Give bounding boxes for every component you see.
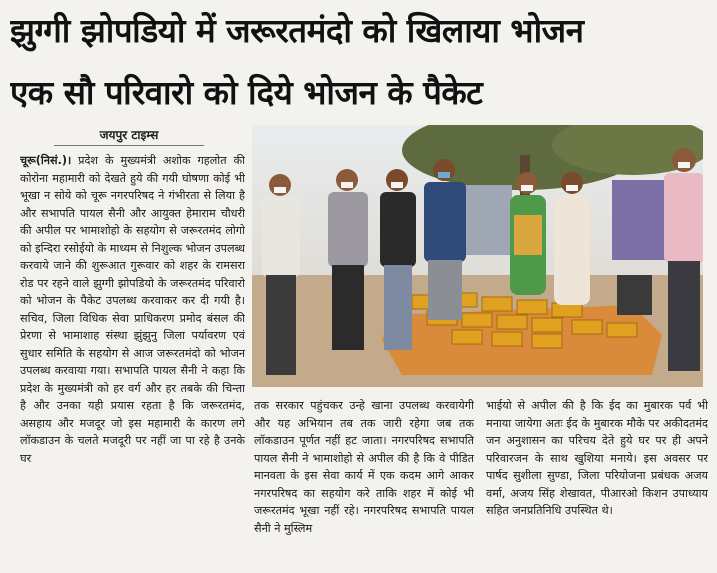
dateline: चूरू(निसं.)। <box>20 154 72 167</box>
article-column-3: भाईयो से अपील की है कि ईद का मुबारक पर्व भी मनाया जायेगा अतः ईद के मुबारक मौके पर अकीदतमंद जन अनुशासन का परिचय देते हुये घर पर ही अपने परिवारजन के साथ खुशिया मनाये। इस अवसर पर पार्षद सुशीला सुण्डा, जिला परियोजना प्रबंधक अजय वर्मा, अजय सिंह शेखावत, पीआरओ किशन उपाध्याय सहित जनप्रतिनिधि उपस्थित थे। <box>486 399 708 517</box>
headline-line-1: झुग्गी झोपडियो में जरूरतमंदो को खिलाया भोजन <box>10 11 584 50</box>
food-distribution-photo <box>252 125 703 387</box>
column-1-text: प्रदेश के मुख्यमंत्री अशोक गहलोत की कोरोना महामारी को देखते हुये की गयी घोषणा कोई भी भूखा न सोये को चूरू नगरपरिषद ने गंभीरता से लिया है और सभापति पायल सैनी और आयुक्त हेमाराम चौधरी की अपील पर भामाशोहो के सहयोग से जरूरतमंद लोगो को इन्दिरा रसोईयो के माध्यम से निशुल्क भोजन उपलब्ध करवाये जाने की शुरूआत गुरूवार को शहर के रामसरा रोड पर रहने वाले झुग्गी झोपडियो के जरूरतमंद परिवारो को भोजन के पैकेट उपलब्ध करवाकर कर दी गयी है। सचिव, जिला विधिक सेवा प्राधिकरण प्रमोद बंसल की प्रेरणा से भामाशाह संस्था झुंझुनु जिला पर्यावरण एवं सुधार समिति के सहयोग से आज जरूरतमंदो को भोजन उपलब्ध करवाया गया। सभापति पायल सैनी ने कहा कि प्रदेश के मुख्यमंत्री को हर वर्ग और हर तबके की चिन्ता है और उनका यही प्रयास रहता है कि जरूरतमंद, असहाय और मजदूर जो इस महामारी के कारण लगे लॉकडाउन के चलते मजदूरी पर नहीं जा पा रहे है उनके घर <box>20 154 245 465</box>
article-column-1 <box>20 152 245 570</box>
news-photo <box>252 125 703 387</box>
byline: जयपुर टाइम्स <box>54 126 204 146</box>
article-column-2: तक सरकार पहुंचकर उन्हे खाना उपलब्ध करवायेगी और यह अभियान तब तक जारी रहेगा जब तक लॉकडाउन पूर्णत नहीं हट जाता। नगरपरिषद सभापति पायल सैनी ने भामाशोहो से अपील की है कि वे पीडित मानवता के इस सेवा कार्य में एक कदम आगे आकर नगरपरिषद का सहयोग करे ताकि शहर में कोई भी जरूरतमंद भूखा नहीं रहे। नगरपरिषद सभापति पायल सैनी ने मुस्लिम <box>254 399 474 535</box>
headline-line-2: एक सौ परिवारो को दिये भोजन के पैकेट <box>10 73 483 112</box>
